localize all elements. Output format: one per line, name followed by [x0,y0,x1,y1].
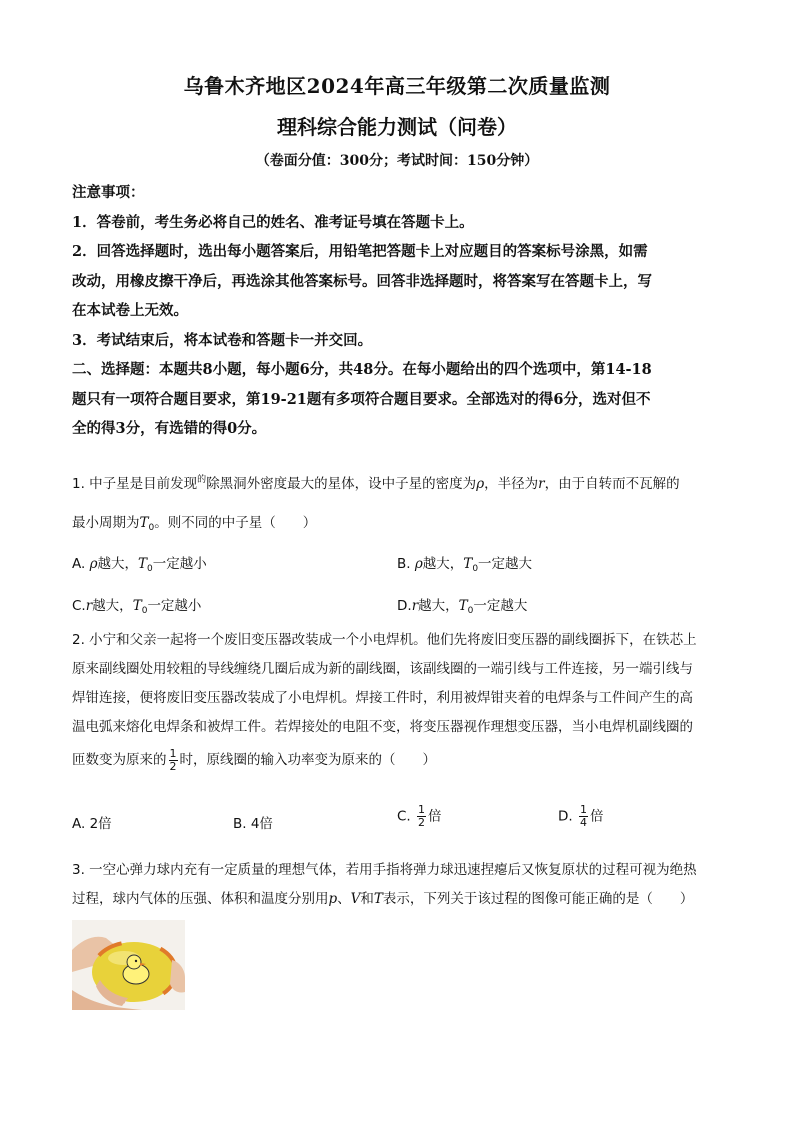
note-item-2-line3: 在本试卷上无效。 [72,302,188,319]
q2-option-b[interactable]: B. 4倍 [233,816,273,832]
question-2-line1: 2. 小宁和父亲一起将一个废旧变压器改装成一个小电焊机。他们先将废旧变压器的副线圈拆下，在铁芯上 [72,632,697,648]
section-line2: 题只有一项符合题目要求，第19-21题有多项符合题目要求。全部选对的得6分，选对但不 [72,390,651,408]
note-item-2-line1: 2．回答选择题时，选出每小题答案后，用铅笔把答题卡上对应题目的答案标号涂黑，如需 [72,243,648,260]
q1-option-b[interactable]: B. ρ越大，$T_0$一定越大 [397,556,533,574]
section-line1: 二、选择题：本题共8小题，每小题6分，共48分。在每小题给出的四个选项中，第14-18 [72,361,652,378]
notes-section [72,178,722,444]
question-1-line1: 1. 中子星是目前发现$^的$除黑洞外密度最大的星体，设中子星的密度为ρ，半径为r，由于自转而不瓦解的 [72,475,680,492]
question-3-line1: 3. 一空心弹力球内充有一定质量的理想气体，若用手指将弹力球迅速捏瘪后又恢复原状的过程可视为绝热 [72,862,697,878]
question-3-line2: 过程，球内气体的压强、体积和温度分别用p、V和T表示，下列关于该过程的图像可能正确的是（ ） [72,891,694,907]
q1-option-c[interactable]: C.r越大，$T_0$一定越小 [72,598,202,616]
q2-option-a[interactable]: A. 2倍 [72,816,112,832]
note-item-2-line2: 改动，用橡皮擦干净后，再选涂其他答案标号。回答非选择题时，将答案写在答题卡上，写 [72,272,652,290]
section-line3: 全的得3分，有选错的得0分。 [72,420,267,437]
question-2-line4: 温电弧来熔化电焊条和被焊工件。若焊接处的电阻不变，将变压器视作理想变压器，当小电焊机副线圈的 [72,719,693,735]
q2-option-c[interactable]: C. $\frac{1}{2}$ 倍 [397,803,442,829]
note-item-3: 3．考试结束后，将本试卷和答题卡一并交回。 [72,331,373,349]
notes-heading: 注意事项： [72,184,145,201]
exam-subtitle: 理科综合能力测试（问卷） [277,115,517,139]
question-2 [72,626,722,775]
exam-score-time: （卷面分值：300分；考试时间：150分钟） [255,153,539,169]
q1-option-d[interactable]: D.r越大，$T_0$一定越大 [397,598,528,616]
question-3 [72,856,722,914]
question-1-line2: 最小周期为$T_0$。则不同的中子星（ ） [72,515,317,533]
fraction-one-quarter: $\frac{1}{4}$ [579,803,587,829]
question-2-line3: 焊钳连接，便将废旧变压器改装成了小电焊机。焊接工件时，利用被焊钳夹着的电焊条与工件间产生的高 [72,690,693,706]
q1-option-a[interactable]: A. ρ越大，$T_0$一定越小 [72,556,207,574]
exam-title: 乌鲁木齐地区2024年高三年级第二次质量监测 [183,74,611,98]
question-2-line2: 原来副线圈处用较粗的导线缠绕几圈后成为新的副线圈，该副线圈的一端引线与工件连接，另一端引线与 [72,661,693,677]
bouncy-ball-photo [72,920,185,1010]
q2-option-d[interactable]: D. $\frac{1}{4}$ 倍 [558,803,604,829]
question-2-line5: 匝数变为原来的 $\frac{1}{2}$ 时，原线圈的输入功率变为原来的（ ） [72,746,436,773]
fraction-one-half: $\frac{1}{2}$ [418,803,426,829]
note-item-1: 1．答卷前，考生务必将自己的姓名、准考证号填在答题卡上。 [72,213,474,231]
fraction-one-half: $\frac{1}{2}$ [169,746,177,773]
